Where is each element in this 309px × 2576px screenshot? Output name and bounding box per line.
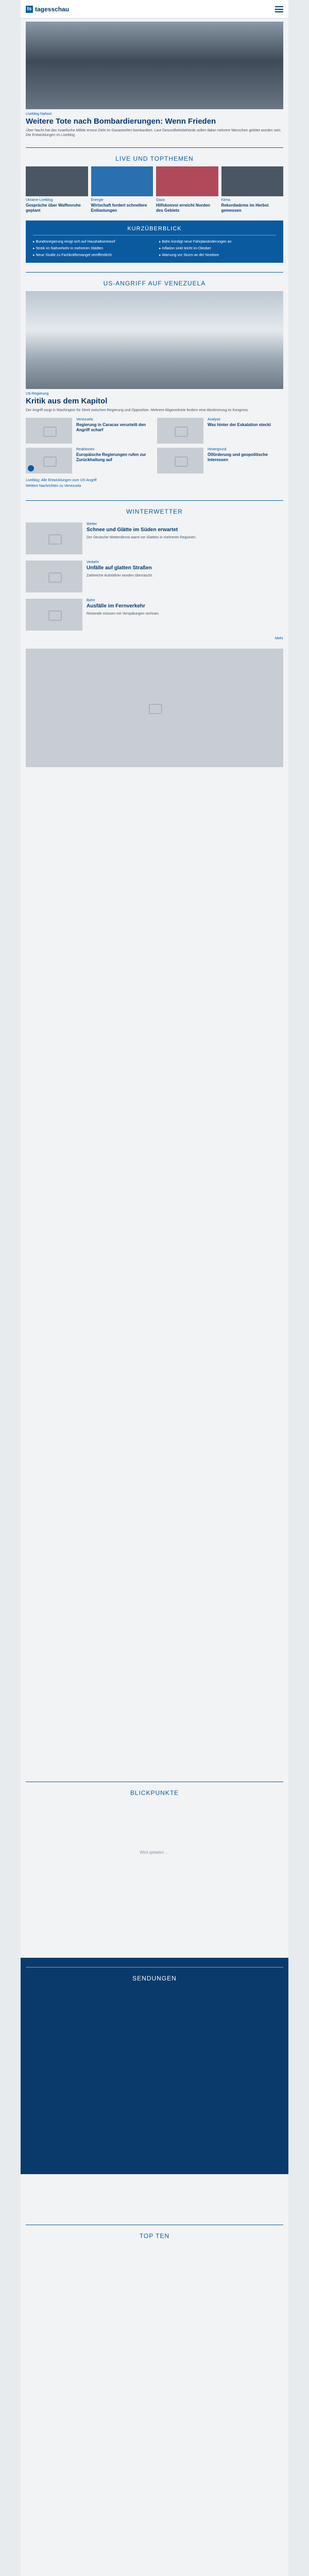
section-title-usa: US-ANGRIFF AUF VENEZUELA <box>26 272 283 291</box>
usa-image[interactable] <box>26 291 283 389</box>
usa-links <box>21 476 288 491</box>
card-image <box>221 166 284 196</box>
kurz-item[interactable]: ▸ Streik im Nahverkehr in mehreren Städten <box>33 246 150 251</box>
kurzueberblick-title: KURZÜBERBLICK <box>33 226 276 235</box>
feature-image[interactable] <box>26 649 283 767</box>
loading-indicator: Wird geladen … <box>140 1850 169 1855</box>
item-teaser: Reisende müssen mit Verspätungen rechnen. <box>87 612 160 616</box>
hero-headline[interactable]: Weitere Tote nach Bombardierungen: Wenn Frieden <box>26 117 216 126</box>
item-headline: Was hinter der Eskalation steckt <box>208 422 271 428</box>
item-headline: Schnee und Glätte im Süden erwartet <box>87 527 178 533</box>
section-title-winter: WINTERWETTER <box>26 500 283 519</box>
live-card[interactable] <box>156 166 218 213</box>
hero-teaser: Über Nacht hat das Israelische Militär erneut Ziele im Gazastreifen bombardiert. Laut Gesundheitsbehörde sollen dabei mehrere Menschen getötet worden sein. Die Entwicklungen im Liveblog. <box>26 128 282 138</box>
item-topline: Reaktionen <box>76 448 95 452</box>
item-topline: Hintergrund <box>208 448 227 452</box>
item-topline: Venezuela <box>76 418 93 422</box>
item-headline: Regierung in Caracas verurteilt den Angriff scharf <box>76 422 146 433</box>
item-image <box>26 522 82 554</box>
card-headline: Wirtschaft fordert schnellere Entlastungen <box>91 202 147 213</box>
play-icon <box>28 465 34 471</box>
kurz-item[interactable]: ▸ Neue Studie zu Fachkräftemangel veröffentlicht <box>33 253 150 258</box>
item-headline: Ölförderung und geopolitische Interessen <box>208 452 268 463</box>
item-image <box>26 448 72 473</box>
item-image <box>26 418 72 444</box>
item-headline: Europäische Regierungen rufen zur Zurückhaltung auf <box>76 452 146 463</box>
section-title-blickpunkte: BLICKPUNKTE <box>26 1782 283 1801</box>
sendungen-section <box>21 1958 288 2174</box>
hero-topline: Liveblog Nahost <box>26 112 52 116</box>
more-link[interactable]: Mehr <box>275 637 283 641</box>
winter-item[interactable] <box>21 519 288 557</box>
winter-item[interactable] <box>21 596 288 634</box>
card-topline: Energie <box>91 198 104 202</box>
header <box>21 0 288 19</box>
card-image <box>91 166 153 196</box>
kurzueberblick-box <box>26 221 283 263</box>
usa-item[interactable] <box>26 416 152 446</box>
live-card[interactable] <box>91 166 153 213</box>
usa-item[interactable] <box>26 446 152 476</box>
card-headline: Hilfskonvoi erreicht Norden des Gebiets <box>156 202 210 213</box>
kurzueberblick-list <box>33 240 276 258</box>
usa-headline[interactable]: Kritik aus dem Kapitol <box>26 396 108 405</box>
kurz-item[interactable]: ▸ Bundesregierung einigt sich auf Haushaltsentwurf <box>33 240 150 244</box>
usa-item[interactable] <box>157 446 283 476</box>
item-image <box>157 418 203 444</box>
card-headline: Rekordwärme im Herbst gemessen <box>221 202 269 213</box>
card-topline: Gaza <box>156 198 165 202</box>
item-topline: Wetter <box>87 522 97 527</box>
usa-grid <box>21 416 288 476</box>
item-teaser: Zahlreiche Autofahrer wurden überrascht. <box>87 573 153 578</box>
winter-item[interactable] <box>21 557 288 596</box>
card-topline: Ukraine-Liveblog <box>26 198 53 202</box>
kurz-item[interactable]: ▸ Inflation sinkt leicht im Oktober <box>159 246 276 251</box>
item-topline: Analyse <box>208 418 220 422</box>
menu-icon[interactable] <box>275 6 283 12</box>
page <box>21 0 288 2576</box>
usa-item[interactable] <box>157 416 283 446</box>
live-card[interactable] <box>26 166 88 213</box>
item-image <box>157 448 203 473</box>
kurz-item[interactable]: ▸ Bahn kündigt neue Fahrplanänderungen an <box>159 240 276 244</box>
logo[interactable] <box>26 6 69 13</box>
item-image <box>26 561 82 592</box>
live-card[interactable] <box>221 166 284 213</box>
usa-topline: US-Regierung <box>26 392 49 396</box>
item-headline: Ausfälle im Fernverkehr <box>87 603 145 609</box>
card-topline: Klima <box>221 198 231 202</box>
topten-section <box>21 2215 288 2244</box>
item-teaser: Der Deutsche Wetterdienst warnt vor Glatteis in mehreren Regionen. <box>87 535 197 539</box>
item-image <box>26 599 82 631</box>
section-title-sendungen: SENDUNGEN <box>26 1967 283 1986</box>
kurz-item[interactable]: ▸ Warnung vor Sturm an der Nordsee <box>159 253 276 258</box>
brand-name: tagesschau <box>35 5 70 13</box>
logo-icon: ts <box>26 6 33 13</box>
blickpunkte-section <box>21 1772 288 1904</box>
usa-link[interactable]: Weitere Nachrichten zu Venezuela <box>26 484 81 488</box>
usa-teaser: Der Angriff sorgt in Washington für Streit zwischen Regierung und Opposition. Mehrere Abgeordnete fordern eine Abstimmung im Kongress. <box>26 408 249 412</box>
card-image <box>156 166 218 196</box>
card-image <box>26 166 88 196</box>
item-topline: Verkehr <box>87 561 99 565</box>
card-headline: Gespräche über Waffenruhe geplant <box>26 202 81 213</box>
live-cards <box>21 166 288 213</box>
hero-image[interactable] <box>26 22 283 109</box>
section-title-live: LIVE UND TOPTHEMEN <box>26 147 283 166</box>
item-topline: Bahn <box>87 599 95 603</box>
item-headline: Unfälle auf glatten Straßen <box>87 565 152 571</box>
usa-link[interactable]: Liveblog: Alle Entwicklungen zum US-Angriff <box>26 479 97 483</box>
section-title-topten: TOP TEN <box>26 2225 283 2244</box>
